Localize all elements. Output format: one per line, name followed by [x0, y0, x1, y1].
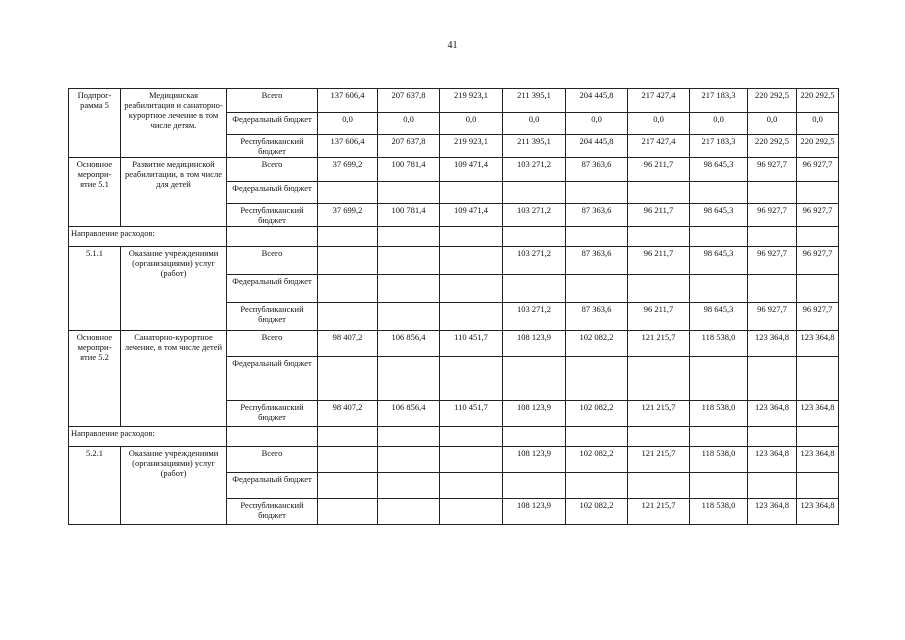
value-cell: 118 538,0 — [690, 447, 748, 473]
empty-cell — [378, 227, 440, 247]
value-cell: 123 364,8 — [748, 331, 797, 357]
value-cell — [748, 275, 797, 303]
value-cell: 204 445,8 — [566, 89, 628, 113]
value-cell: 0,0 — [566, 113, 628, 135]
value-cell: 123 364,8 — [797, 401, 839, 427]
value-cell — [797, 182, 839, 204]
value-cell — [628, 357, 690, 401]
empty-cell — [227, 227, 318, 247]
table-row — [69, 89, 839, 113]
budget-table-body — [69, 89, 839, 525]
empty-cell — [748, 227, 797, 247]
funding-source: Всего — [227, 247, 318, 275]
value-cell — [440, 275, 503, 303]
value-cell: 37 699,2 — [318, 158, 378, 182]
value-cell: 220 292,5 — [797, 89, 839, 113]
section-name: Оказание учреждениями (организациями) услуг (работ) — [121, 247, 227, 331]
value-cell: 219 923,1 — [440, 135, 503, 158]
value-cell — [440, 247, 503, 275]
value-cell: 118 538,0 — [690, 401, 748, 427]
value-cell — [797, 357, 839, 401]
value-cell: 96 927,7 — [797, 204, 839, 227]
value-cell: 0,0 — [628, 113, 690, 135]
value-cell: 108 123,9 — [503, 447, 566, 473]
value-cell: 0,0 — [748, 113, 797, 135]
value-cell — [440, 182, 503, 204]
value-cell: 219 923,1 — [440, 89, 503, 113]
direction-label: Направление расходов: — [69, 227, 227, 247]
empty-cell — [440, 427, 503, 447]
value-cell — [440, 303, 503, 331]
value-cell — [318, 303, 378, 331]
value-cell — [318, 499, 378, 525]
value-cell: 96 927,7 — [748, 158, 797, 182]
value-cell: 121 215,7 — [628, 401, 690, 427]
value-cell: 123 364,8 — [748, 401, 797, 427]
funding-source: Республиканский бюджет — [227, 303, 318, 331]
direction-row — [69, 227, 839, 247]
value-cell — [566, 275, 628, 303]
value-cell: 87 363,6 — [566, 303, 628, 331]
value-cell — [503, 357, 566, 401]
value-cell — [440, 447, 503, 473]
empty-cell — [378, 427, 440, 447]
value-cell: 0,0 — [440, 113, 503, 135]
table-row — [69, 331, 839, 357]
value-cell: 96 927,7 — [748, 204, 797, 227]
funding-source: Республиканский бюджет — [227, 204, 318, 227]
value-cell — [503, 182, 566, 204]
value-cell — [440, 473, 503, 499]
value-cell — [378, 247, 440, 275]
direction-label: Направление расходов: — [69, 427, 227, 447]
empty-cell — [503, 427, 566, 447]
empty-cell — [318, 227, 378, 247]
value-cell: 100 781,4 — [378, 204, 440, 227]
empty-cell — [318, 427, 378, 447]
funding-source: Всего — [227, 158, 318, 182]
value-cell: 98 645,3 — [690, 158, 748, 182]
value-cell: 103 271,2 — [503, 247, 566, 275]
value-cell: 217 427,4 — [628, 135, 690, 158]
value-cell: 137 606,4 — [318, 89, 378, 113]
value-cell: 96 927,7 — [797, 158, 839, 182]
value-cell: 0,0 — [378, 113, 440, 135]
value-cell: 96 211,7 — [628, 204, 690, 227]
value-cell: 103 271,2 — [503, 303, 566, 331]
empty-cell — [690, 227, 748, 247]
value-cell: 100 781,4 — [378, 158, 440, 182]
funding-source: Федеральный бюджет — [227, 275, 318, 303]
value-cell: 87 363,6 — [566, 158, 628, 182]
funding-source: Республиканский бюджет — [227, 135, 318, 158]
value-cell — [628, 473, 690, 499]
value-cell: 118 538,0 — [690, 499, 748, 525]
value-cell — [748, 473, 797, 499]
empty-cell — [797, 427, 839, 447]
value-cell: 220 292,5 — [748, 135, 797, 158]
section-code: 5.2.1 — [69, 447, 121, 525]
funding-source: Федеральный бюджет — [227, 473, 318, 499]
section-code: 5.1.1 — [69, 247, 121, 331]
value-cell — [628, 182, 690, 204]
table-row — [69, 247, 839, 275]
section-code: Основное меропри-ятие 5.1 — [69, 158, 121, 227]
value-cell: 98 407,2 — [318, 331, 378, 357]
section-code: Основное меропри-ятие 5.2 — [69, 331, 121, 427]
value-cell — [748, 182, 797, 204]
value-cell — [440, 499, 503, 525]
value-cell: 217 183,3 — [690, 89, 748, 113]
section-name: Оказание учреждениями (организациями) услуг (работ) — [121, 447, 227, 525]
value-cell: 108 123,9 — [503, 331, 566, 357]
value-cell: 108 123,9 — [503, 401, 566, 427]
value-cell: 98 645,3 — [690, 204, 748, 227]
section-code: Подпрог- рамма 5 — [69, 89, 121, 158]
value-cell — [690, 275, 748, 303]
value-cell: 123 364,8 — [797, 331, 839, 357]
value-cell — [566, 357, 628, 401]
value-cell — [378, 357, 440, 401]
value-cell: 106 856,4 — [378, 331, 440, 357]
empty-cell — [440, 227, 503, 247]
value-cell: 0,0 — [797, 113, 839, 135]
value-cell: 109 471,4 — [440, 204, 503, 227]
value-cell: 102 082,2 — [566, 401, 628, 427]
value-cell: 96 211,7 — [628, 158, 690, 182]
value-cell: 102 082,2 — [566, 331, 628, 357]
value-cell — [378, 447, 440, 473]
value-cell — [566, 473, 628, 499]
value-cell: 211 395,1 — [503, 135, 566, 158]
empty-cell — [690, 427, 748, 447]
value-cell: 109 471,4 — [440, 158, 503, 182]
empty-cell — [227, 427, 318, 447]
value-cell: 98 645,3 — [690, 247, 748, 275]
value-cell: 217 183,3 — [690, 135, 748, 158]
value-cell: 96 211,7 — [628, 303, 690, 331]
value-cell: 102 082,2 — [566, 447, 628, 473]
empty-cell — [566, 427, 628, 447]
value-cell: 121 215,7 — [628, 447, 690, 473]
value-cell — [318, 473, 378, 499]
empty-cell — [628, 227, 690, 247]
value-cell: 110 451,7 — [440, 401, 503, 427]
direction-row — [69, 427, 839, 447]
funding-source: Федеральный бюджет — [227, 357, 318, 401]
value-cell: 102 082,2 — [566, 499, 628, 525]
value-cell: 96 927,7 — [797, 303, 839, 331]
value-cell — [318, 275, 378, 303]
value-cell: 0,0 — [690, 113, 748, 135]
value-cell: 211 395,1 — [503, 89, 566, 113]
empty-cell — [797, 227, 839, 247]
value-cell: 37 699,2 — [318, 204, 378, 227]
section-name: Медицинская реабилитация и санаторно-курортное лечение в том числе детям. — [121, 89, 227, 158]
value-cell: 110 451,7 — [440, 331, 503, 357]
value-cell: 103 271,2 — [503, 158, 566, 182]
value-cell — [440, 357, 503, 401]
value-cell: 106 856,4 — [378, 401, 440, 427]
value-cell: 98 645,3 — [690, 303, 748, 331]
funding-source: Республиканский бюджет — [227, 401, 318, 427]
empty-cell — [503, 227, 566, 247]
funding-source: Федеральный бюджет — [227, 182, 318, 204]
value-cell: 121 215,7 — [628, 331, 690, 357]
value-cell — [378, 473, 440, 499]
value-cell — [797, 275, 839, 303]
value-cell — [690, 473, 748, 499]
value-cell — [566, 182, 628, 204]
value-cell — [797, 473, 839, 499]
value-cell: 204 445,8 — [566, 135, 628, 158]
value-cell — [690, 182, 748, 204]
table-row — [69, 158, 839, 182]
value-cell — [628, 275, 690, 303]
value-cell — [378, 182, 440, 204]
value-cell: 108 123,9 — [503, 499, 566, 525]
value-cell — [318, 447, 378, 473]
funding-source: Всего — [227, 331, 318, 357]
value-cell — [318, 357, 378, 401]
value-cell — [378, 499, 440, 525]
funding-source: Всего — [227, 447, 318, 473]
funding-source: Республиканский бюджет — [227, 499, 318, 525]
value-cell: 217 427,4 — [628, 89, 690, 113]
value-cell — [378, 303, 440, 331]
value-cell: 123 364,8 — [797, 447, 839, 473]
page-number: 41 — [447, 40, 458, 51]
table-row — [69, 447, 839, 473]
value-cell: 98 407,2 — [318, 401, 378, 427]
value-cell: 220 292,5 — [748, 89, 797, 113]
budget-table — [68, 88, 839, 525]
value-cell: 96 927,7 — [797, 247, 839, 275]
value-cell — [378, 275, 440, 303]
value-cell: 0,0 — [503, 113, 566, 135]
value-cell: 0,0 — [318, 113, 378, 135]
value-cell: 96 927,7 — [748, 303, 797, 331]
value-cell: 123 364,8 — [748, 499, 797, 525]
value-cell — [503, 473, 566, 499]
value-cell: 121 215,7 — [628, 499, 690, 525]
value-cell: 220 292,5 — [797, 135, 839, 158]
value-cell: 137 606,4 — [318, 135, 378, 158]
value-cell — [503, 275, 566, 303]
section-name: Развитие медицинской реабилитации, в том числе для детей — [121, 158, 227, 227]
section-name: Санаторно-курортное лечение, в том числе детей — [121, 331, 227, 427]
empty-cell — [748, 427, 797, 447]
value-cell: 123 364,8 — [748, 447, 797, 473]
empty-cell — [628, 427, 690, 447]
value-cell: 87 363,6 — [566, 204, 628, 227]
value-cell — [318, 182, 378, 204]
value-cell — [748, 357, 797, 401]
funding-source: Федеральный бюджет — [227, 113, 318, 135]
value-cell: 123 364,8 — [797, 499, 839, 525]
value-cell: 96 927,7 — [748, 247, 797, 275]
value-cell: 207 637,8 — [378, 89, 440, 113]
empty-cell — [566, 227, 628, 247]
value-cell: 87 363,6 — [566, 247, 628, 275]
value-cell — [690, 357, 748, 401]
value-cell: 207 637,8 — [378, 135, 440, 158]
value-cell — [318, 247, 378, 275]
value-cell: 103 271,2 — [503, 204, 566, 227]
value-cell: 118 538,0 — [690, 331, 748, 357]
funding-source: Всего — [227, 89, 318, 113]
value-cell: 96 211,7 — [628, 247, 690, 275]
